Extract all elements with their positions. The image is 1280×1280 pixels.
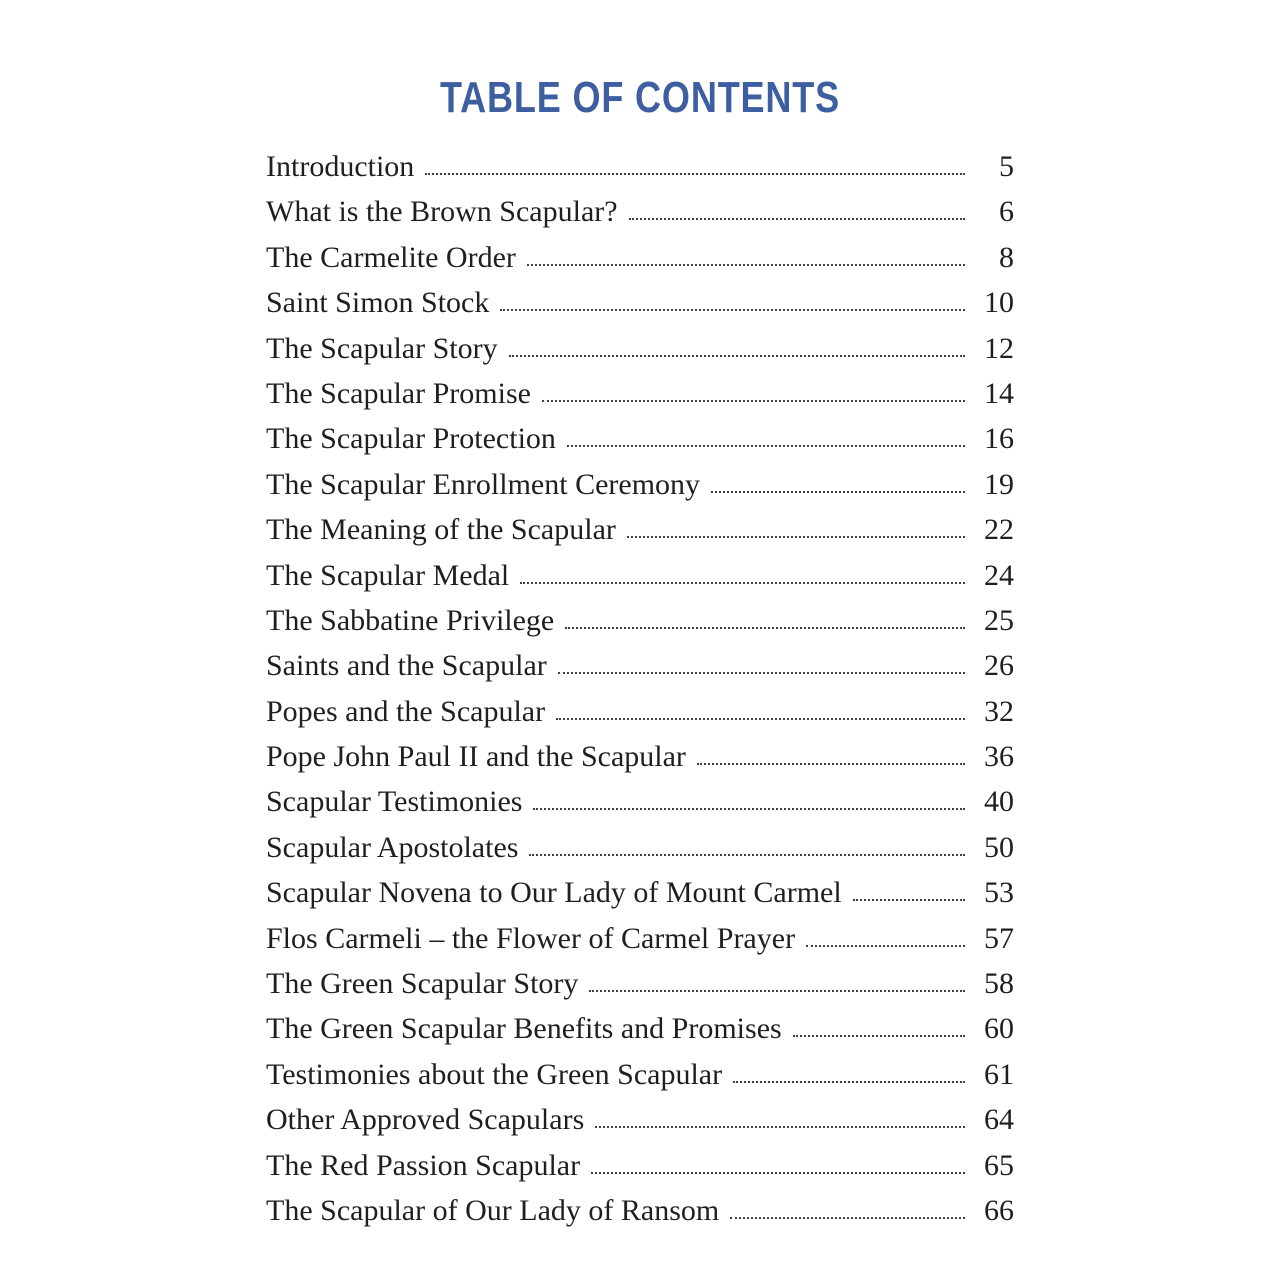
toc-entry-label: Other Approved Scapulars: [266, 1103, 585, 1137]
toc-list: [266, 144, 1014, 1233]
toc-entry-label: Scapular Testimonies: [266, 785, 523, 819]
toc-row: [266, 916, 1014, 961]
toc-row: [266, 689, 1014, 734]
toc-entry-label: Pope John Paul II and the Scapular: [266, 740, 686, 774]
toc-page-number: 5: [999, 150, 1014, 183]
toc-row: [266, 1188, 1014, 1233]
toc-page-number: 61: [984, 1057, 1014, 1091]
toc-entry-label: The Scapular Promise: [266, 376, 531, 410]
toc-dot-leader: [733, 1081, 965, 1083]
toc-page-number: 14: [984, 376, 1014, 410]
toc-dot-leader: [425, 173, 965, 175]
toc-entry-label: Scapular Apostolates: [266, 830, 519, 864]
toc-row: [266, 416, 1014, 461]
toc-dot-leader: [520, 582, 965, 584]
toc-dot-leader: [793, 1035, 965, 1037]
toc-page-number: 10: [984, 286, 1014, 320]
toc-page-number: 16: [984, 422, 1014, 456]
toc-page-number: 32: [984, 694, 1014, 728]
toc-row: [266, 734, 1014, 779]
toc-page-number: 12: [984, 331, 1014, 365]
toc-entry-label: The Scapular Enrollment Ceremony: [266, 467, 701, 501]
toc-dot-leader: [730, 1217, 965, 1219]
toc-dot-leader: [589, 990, 965, 992]
toc-row: [266, 598, 1014, 643]
toc-dot-leader: [595, 1126, 965, 1128]
toc-row: [266, 144, 1014, 189]
toc-dot-leader: [556, 718, 965, 720]
toc-dot-leader: [806, 945, 965, 947]
toc-dot-leader: [629, 218, 965, 220]
toc-entry-label: The Scapular Medal: [266, 558, 510, 592]
toc-entry-label: The Carmelite Order: [266, 240, 516, 274]
toc-page-number: 58: [984, 967, 1014, 1001]
toc-row: [266, 1097, 1014, 1142]
toc-entry-label: The Sabbatine Privilege: [266, 603, 555, 637]
toc-entry-label: The Red Passion Scapular: [266, 1148, 581, 1182]
toc-page-number: 6: [999, 195, 1014, 229]
toc-dot-leader: [853, 899, 965, 901]
toc-entry-label: The Green Scapular Story: [266, 967, 579, 1001]
toc-page-number: 57: [984, 921, 1014, 955]
toc-row: [266, 507, 1014, 552]
toc-dot-leader: [697, 763, 965, 765]
toc-page-number: 19: [984, 467, 1014, 501]
toc-row: [266, 1143, 1014, 1188]
toc-dot-leader: [565, 627, 965, 629]
toc-row: [266, 553, 1014, 598]
toc-dot-leader: [627, 536, 965, 538]
toc-row: [266, 779, 1014, 824]
toc-entry-label: The Scapular of Our Lady of Ransom: [266, 1193, 720, 1227]
toc-page-number: 60: [984, 1012, 1014, 1046]
toc-entry-label: The Green Scapular Benefits and Promises: [266, 1012, 782, 1046]
toc-entry-label: The Scapular Story: [266, 331, 498, 365]
toc-dot-leader: [509, 355, 965, 357]
toc-row: [266, 1006, 1014, 1051]
toc-page-number: 24: [984, 558, 1014, 592]
toc-entry-label: What is the Brown Scapular?: [266, 195, 618, 229]
toc-dot-leader: [529, 854, 965, 856]
toc-entry-label: Saint Simon Stock: [266, 286, 490, 320]
page-title: TABLE OF CONTENTS: [439, 73, 841, 122]
toc-page-number: 26: [984, 649, 1014, 683]
toc-page-number: 25: [984, 603, 1014, 637]
toc-content: [266, 0, 1014, 1233]
toc-row: [266, 326, 1014, 371]
toc-entry-label: Testimonies about the Green Scapular: [266, 1057, 723, 1091]
toc-row: [266, 280, 1014, 325]
toc-entry-label: Scapular Novena to Our Lady of Mount Carmel: [266, 876, 842, 910]
toc-dot-leader: [533, 808, 965, 810]
toc-page-number: 53: [984, 876, 1014, 910]
toc-dot-leader: [500, 309, 965, 311]
toc-entry-label: Popes and the Scapular: [266, 694, 546, 728]
toc-dot-leader: [567, 445, 965, 447]
toc-entry-label: The Meaning of the Scapular: [266, 513, 616, 547]
toc-entry-label: The Scapular Protection: [266, 422, 556, 456]
toc-entry-label: Introduction: [266, 150, 415, 183]
toc-page-number: 36: [984, 740, 1014, 774]
toc-dot-leader: [527, 264, 965, 266]
toc-page-number: 65: [984, 1148, 1014, 1182]
toc-row: [266, 189, 1014, 234]
toc-page-number: 64: [984, 1103, 1014, 1137]
toc-dot-leader: [711, 491, 965, 493]
toc-row: [266, 825, 1014, 870]
toc-page-number: 40: [984, 785, 1014, 819]
toc-page-number: 22: [984, 513, 1014, 547]
toc-row: [266, 235, 1014, 280]
toc-row: [266, 961, 1014, 1006]
toc-entry-label: Flos Carmeli – the Flower of Carmel Prayer: [266, 921, 796, 955]
toc-page-number: 8: [999, 240, 1014, 274]
toc-row: [266, 1052, 1014, 1097]
toc-dot-leader: [591, 1172, 965, 1174]
toc-page-number: 66: [984, 1193, 1014, 1227]
toc-page-number: 50: [984, 830, 1014, 864]
toc-entry-label: Saints and the Scapular: [266, 649, 547, 683]
toc-dot-leader: [558, 672, 965, 674]
toc-row: [266, 371, 1014, 416]
toc-row: [266, 462, 1014, 507]
toc-dot-leader: [542, 400, 965, 402]
toc-row: [266, 643, 1014, 688]
toc-row: [266, 870, 1014, 915]
